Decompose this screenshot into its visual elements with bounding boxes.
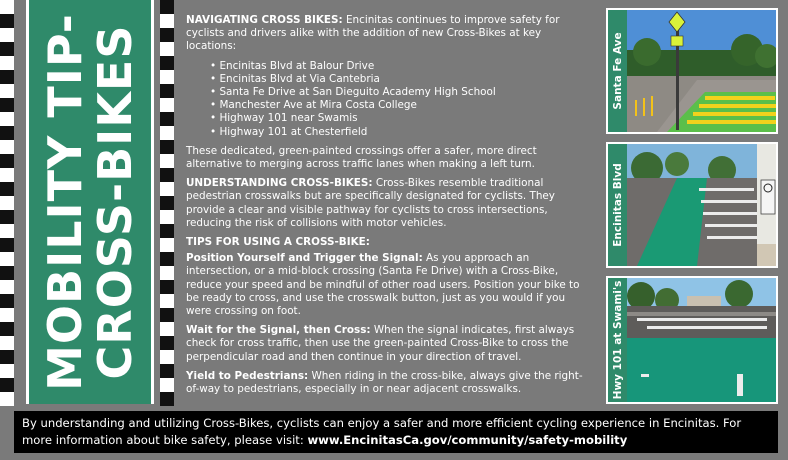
hwy-101-street-image xyxy=(627,278,778,402)
tips-heading: TIPS FOR USING A CROSS-BIKE: xyxy=(186,236,370,249)
list-item: • Santa Fe Drive at San Dieguito Academy High School xyxy=(210,86,590,99)
banner-title xyxy=(38,2,142,402)
checker-square xyxy=(0,154,14,168)
photo-hwy-101-swamis xyxy=(606,276,778,404)
photo-label: Hwy 101 at Swami's xyxy=(611,280,624,400)
photo-santa-fe-ave xyxy=(606,8,778,134)
checker-square xyxy=(160,252,174,266)
list-item: • Highway 101 near Swamis xyxy=(210,112,590,125)
checker-square xyxy=(160,336,174,350)
title-banner xyxy=(26,0,154,404)
checker-square xyxy=(0,280,14,294)
checker-square xyxy=(160,14,174,28)
tip-position xyxy=(186,252,590,318)
checker-square xyxy=(0,70,14,84)
checker-square xyxy=(0,224,14,238)
checker-square xyxy=(0,336,14,350)
checker-square xyxy=(0,294,14,308)
footer-banner xyxy=(14,411,778,453)
navigating-intro: Encinitas continues to improve safety for cyclists and drivers alike with the addition of new Cross-Bikes at key locations: xyxy=(186,14,560,53)
article-body xyxy=(186,14,590,402)
checker-square xyxy=(160,0,174,14)
checker-square xyxy=(160,42,174,56)
checker-square xyxy=(0,42,14,56)
tip-body: When riding in the cross-bike, always give the right-of-way to pedestrians, especially in or near adjacent crosswalks. xyxy=(186,369,583,396)
checker-square xyxy=(160,350,174,364)
checker-square xyxy=(160,196,174,210)
footer-text: By understanding and utilizing Cross-Bikes, cyclists can enjoy a safer and more efficient cycling experience in Encinitas. For more information about bike safety, please visit: xyxy=(22,416,742,447)
checker-square xyxy=(0,182,14,196)
checker-square xyxy=(0,266,14,280)
understanding-heading: UNDERSTANDING CROSS-BIKES: xyxy=(186,177,373,190)
photo-encinitas-blvd xyxy=(606,142,778,268)
understanding-body: Cross-Bikes resemble traditional pedestrian crosswalks but are specifically designated for cyclists. They provide a clear and visible pathway for cyclists to cross intersections, reducing the risk of collisions with motor vehicles. xyxy=(186,177,555,229)
banner-title-line2: CROSS-BIKES xyxy=(88,24,142,380)
checker-square xyxy=(0,392,14,406)
list-item: • Encinitas Blvd at Balour Drive xyxy=(210,60,590,73)
checker-square xyxy=(0,140,14,154)
checker-square xyxy=(160,126,174,140)
checker-square xyxy=(160,70,174,84)
list-item: • Highway 101 at Chesterfield xyxy=(210,126,590,139)
navigating-paragraph xyxy=(186,14,590,54)
checker-square xyxy=(160,392,174,406)
checker-square xyxy=(160,28,174,42)
checker-square xyxy=(0,28,14,42)
santa-fe-street-image xyxy=(627,10,778,132)
photo-label-tag xyxy=(608,10,627,132)
checker-square xyxy=(0,0,14,14)
photo-label: Santa Fe Ave xyxy=(611,32,624,110)
checker-square xyxy=(0,322,14,336)
list-item: • Encinitas Blvd at Via Cantebria xyxy=(210,73,590,86)
safety-mobility-link[interactable]: www.EncinitasCa.gov/community/safety-mobility xyxy=(307,433,628,447)
checker-square xyxy=(0,56,14,70)
checker-square xyxy=(160,112,174,126)
checker-square xyxy=(160,308,174,322)
photo-label-tag xyxy=(608,278,627,402)
checker-border-right xyxy=(160,0,174,404)
checker-square xyxy=(0,84,14,98)
understanding-paragraph xyxy=(186,177,590,230)
checker-square xyxy=(0,252,14,266)
checker-square xyxy=(0,14,14,28)
checker-square xyxy=(160,182,174,196)
checker-square xyxy=(160,84,174,98)
checker-border-left xyxy=(0,0,14,404)
banner-title-line1: MOBILITY TIP- xyxy=(38,13,92,391)
checker-square xyxy=(0,126,14,140)
location-list xyxy=(210,60,590,139)
checker-square xyxy=(160,154,174,168)
checker-square xyxy=(0,364,14,378)
tip-yield xyxy=(186,370,590,396)
checker-square xyxy=(160,98,174,112)
checker-square xyxy=(0,168,14,182)
tip-body: As you approach an intersection, or a mid-block crossing (Santa Fe Drive) with a Cross-Bike, reduce your speed and be mindful of other road users. Position your bike to be ready to cross, and use the crosswalk button, just as you would if you were crossing on foot. xyxy=(186,252,580,318)
checker-square xyxy=(160,322,174,336)
checker-square xyxy=(160,168,174,182)
list-item: • Manchester Ave at Mira Costa College xyxy=(210,99,590,112)
checker-square xyxy=(160,364,174,378)
checker-square xyxy=(0,308,14,322)
checker-square xyxy=(160,378,174,392)
checker-square xyxy=(0,112,14,126)
photo-label: Encinitas Blvd xyxy=(611,163,624,247)
checker-square xyxy=(160,56,174,70)
checker-square xyxy=(160,224,174,238)
checker-square xyxy=(160,140,174,154)
checker-square xyxy=(0,210,14,224)
encinitas-blvd-street-image xyxy=(627,144,778,266)
checker-square xyxy=(160,294,174,308)
checker-square xyxy=(0,238,14,252)
checker-square xyxy=(0,196,14,210)
checker-square xyxy=(160,266,174,280)
tip-title: Wait for the Signal, then Cross: xyxy=(186,324,371,337)
checker-square xyxy=(160,238,174,252)
photo-label-tag xyxy=(608,144,627,266)
tip-title: Position Yourself and Trigger the Signal: xyxy=(186,252,423,265)
tip-title: Yield to Pedestrians: xyxy=(186,369,309,382)
checker-square xyxy=(160,210,174,224)
tip-wait xyxy=(186,324,590,364)
tip-body: When the signal indicates, first always check for cross traffic, then use the green-painted Cross-Bike to cross the perpendicular road and then continue in your direction of travel. xyxy=(186,324,575,363)
checker-square xyxy=(0,378,14,392)
navigating-after: These dedicated, green-painted crossings offer a safer, more direct alternative to merging across traffic lanes when making a left turn. xyxy=(186,144,537,171)
checker-square xyxy=(0,98,14,112)
checker-square xyxy=(0,350,14,364)
navigating-heading: NAVIGATING CROSS BIKES: xyxy=(186,14,343,26)
checker-square xyxy=(160,280,174,294)
